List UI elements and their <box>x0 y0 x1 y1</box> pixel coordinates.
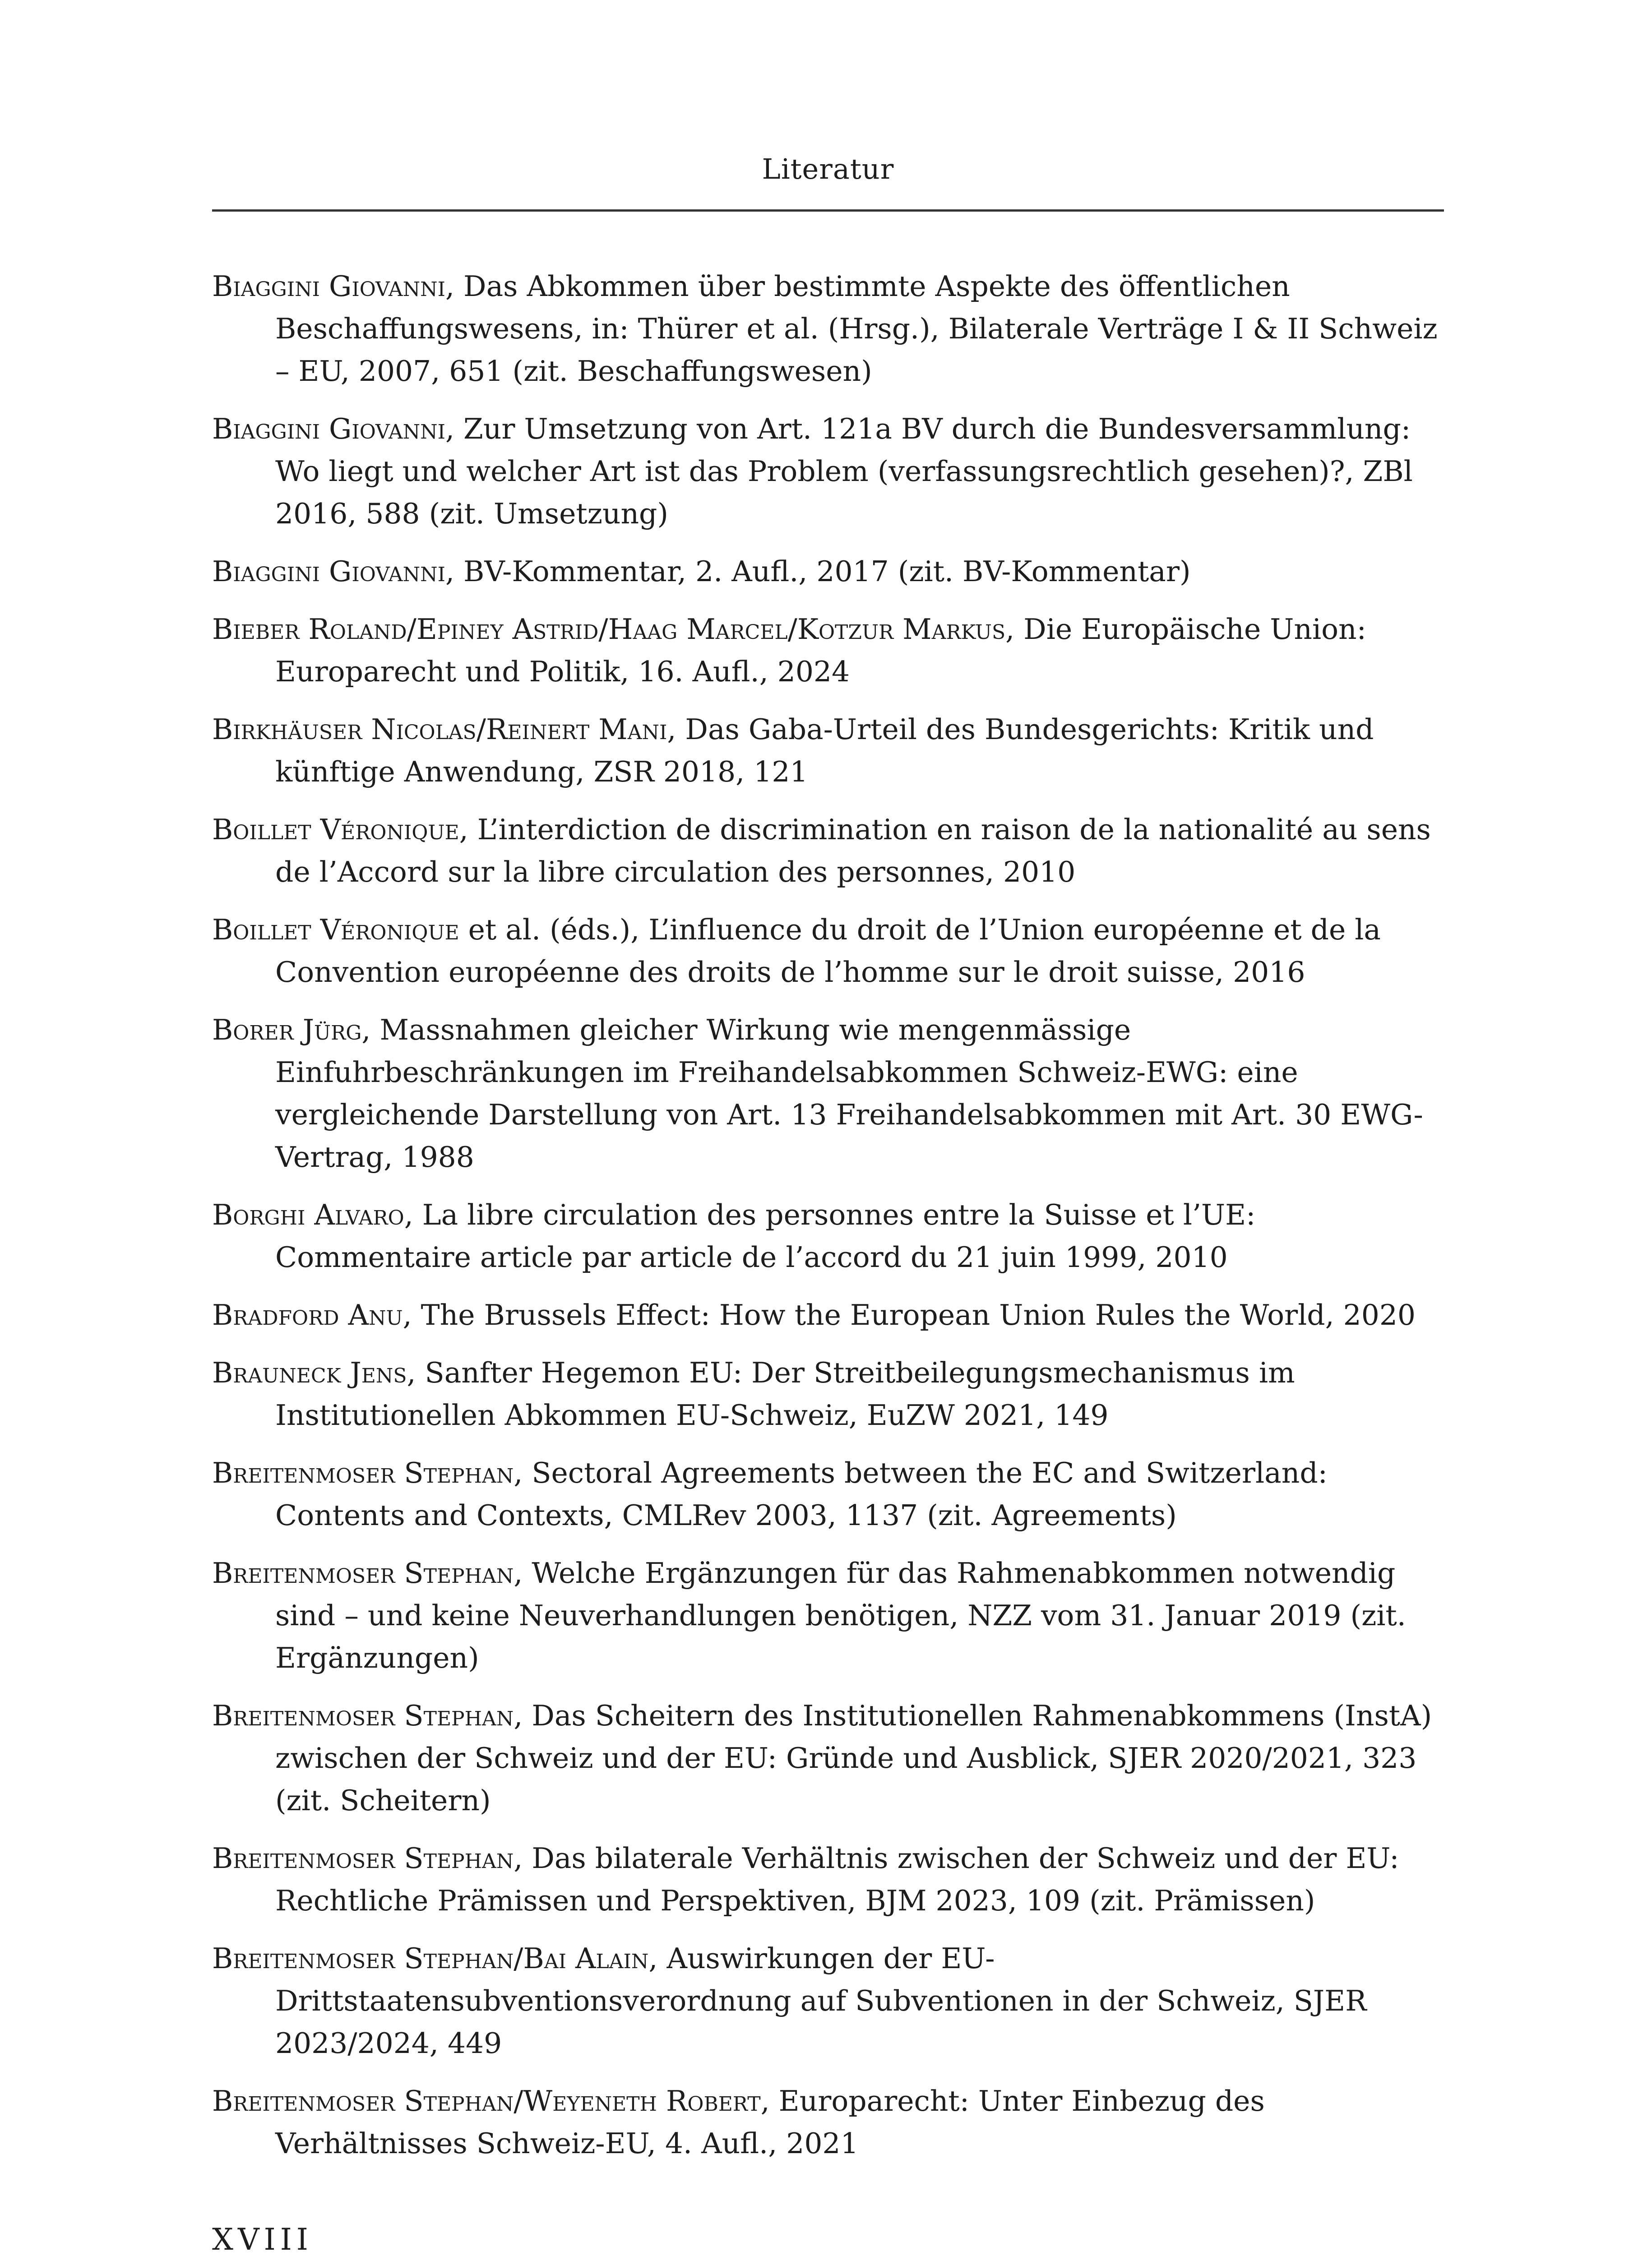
entry-text: , Massnahmen gleicher Wirkung wie mengenmässige Einfuhrbeschränkungen im Freihandelsabkommen Schweiz-EWG: eine vergleichende Darstellung von Art. 13 Freihandelsabkommen mit Art. 30 EWG-Vertrag, 1988 <box>275 1013 1423 1174</box>
entry-text: et al. (éds.), L’influence du droit de l’Union européenne et de la Convention européenne des droits de l’homme sur le droit suisse, 2016 <box>275 913 1381 989</box>
bibliography-entry <box>212 265 1444 393</box>
entry-text: , Europarecht: Unter Einbezug des Verhältnisses Schweiz-EU, 4. Aufl., 2021 <box>275 2085 1265 2160</box>
entry-author: Breitenmoser Stephan <box>212 1699 514 1732</box>
entry-author: Biaggini Giovanni <box>212 555 445 588</box>
entry-author: Borer Jürg <box>212 1013 362 1046</box>
running-header: Literatur <box>762 153 894 185</box>
entry-author: Boillet Véronique <box>212 813 459 846</box>
entry-text: , Welche Ergänzungen für das Rahmenabkommen notwendig sind – und keine Neuverhandlungen benötigen, NZZ vom 31. Januar 2019 (zit. Ergänzungen) <box>275 1557 1406 1674</box>
page-number: XVIII <box>212 2222 313 2256</box>
entry-author: Biaggini Giovanni <box>212 412 445 445</box>
entry-text: , La libre circulation des personnes entre la Suisse et l’UE: Commentaire article par article de l’accord du 21 juin 1999, 2010 <box>275 1198 1256 1274</box>
bibliography-entry <box>212 1837 1444 1922</box>
bibliography-entry <box>212 1452 1444 1537</box>
bibliography-entry <box>212 1552 1444 1679</box>
bibliography-entry <box>212 1194 1444 1279</box>
entry-author: Borghi Alvaro <box>212 1198 404 1231</box>
entry-text: , Sectoral Agreements between the EC and Switzerland: Contents and Contexts, CMLRev 2003, 1137 (zit. Agreements) <box>275 1456 1328 1532</box>
entry-author: Boillet Véronique <box>212 913 459 946</box>
entry-text: , The Brussels Effect: How the European Union Rules the World, 2020 <box>403 1299 1416 1331</box>
entry-text: , L’interdiction de discrimination en raison de la nationalité au sens de l’Accord sur la libre circulation des personnes, 2010 <box>275 813 1431 888</box>
entry-author: Birkhäuser Nicolas/Reinert Mani <box>212 713 667 746</box>
entry-author: Breitenmoser Stephan <box>212 1557 514 1590</box>
entry-text: , Das bilaterale Verhältnis zwischen der Schweiz und der EU: Rechtliche Prämissen und Perspektiven, BJM 2023, 109 (zit. Prämissen) <box>275 1842 1399 1917</box>
bibliography-entry <box>212 1695 1444 1822</box>
bibliography-entry <box>212 550 1444 593</box>
entry-author: Brauneck Jens <box>212 1356 407 1389</box>
bibliography-entry <box>212 408 1444 535</box>
entry-text: , Sanfter Hegemon EU: Der Streitbeilegungsmechanismus im Institutionellen Abkommen EU-Schweiz, EuZW 2021, 149 <box>275 1356 1295 1432</box>
entry-author: Breitenmoser Stephan <box>212 1456 514 1489</box>
entry-author: Breitenmoser Stephan <box>212 1842 514 1875</box>
bibliography-entry <box>212 1009 1444 1179</box>
entry-author: Breitenmoser Stephan/Bai Alain <box>212 1942 649 1975</box>
entry-author: Breitenmoser Stephan/Weyeneth Robert <box>212 2085 761 2117</box>
bibliography-list <box>212 265 1444 2180</box>
bibliography-entry <box>212 1352 1444 1437</box>
bibliography-entry <box>212 1937 1444 2065</box>
entry-author: Bradford Anu <box>212 1299 403 1331</box>
bibliography-entry <box>212 1294 1444 1336</box>
entry-text: , Auswirkungen der EU-Drittstaatensubventionsverordnung auf Subventionen in der Schweiz, SJER 2023/2024, 449 <box>275 1942 1367 2060</box>
entry-text: , BV-Kommentar, 2. Aufl., 2017 (zit. BV-Kommentar) <box>445 555 1191 588</box>
entry-text: , Zur Umsetzung von Art. 121a BV durch die Bundesversammlung: Wo liegt und welcher Art ist das Problem (verfassungsrechtlich gesehen)?, ZBl 2016, 588 (zit. Umsetzung) <box>275 412 1413 530</box>
bibliography-entry <box>212 2080 1444 2165</box>
bibliography-entry <box>212 708 1444 793</box>
entry-text: , Die Europäische Union: Europarecht und Politik, 16. Aufl., 2024 <box>275 613 1366 688</box>
entry-author: Bieber Roland/Epiney Astrid/Haag Marcel/Kotzur Markus <box>212 613 1006 646</box>
entry-text: , Das Abkommen über bestimmte Aspekte des öffentlichen Beschaffungswesens, in: Thürer et al. (Hrsg.), Bilaterale Verträge I & II Schweiz – EU, 2007, 651 (zit. Beschaffungswesen) <box>275 270 1438 388</box>
bibliography-entry <box>212 909 1444 994</box>
entry-text: , Das Scheitern des Institutionellen Rahmenabkommens (InstA) zwischen der Schweiz und der EU: Gründe und Ausblick, SJER 2020/2021, 323 (zit. Scheitern) <box>275 1699 1432 1817</box>
entry-text: , Das Gaba-Urteil des Bundesgerichts: Kritik und künftige Anwendung, ZSR 2018, 121 <box>275 713 1374 788</box>
entry-author: Biaggini Giovanni <box>212 270 445 303</box>
bibliography-entry <box>212 809 1444 893</box>
header-rule <box>212 209 1444 212</box>
bibliography-entry <box>212 608 1444 693</box>
